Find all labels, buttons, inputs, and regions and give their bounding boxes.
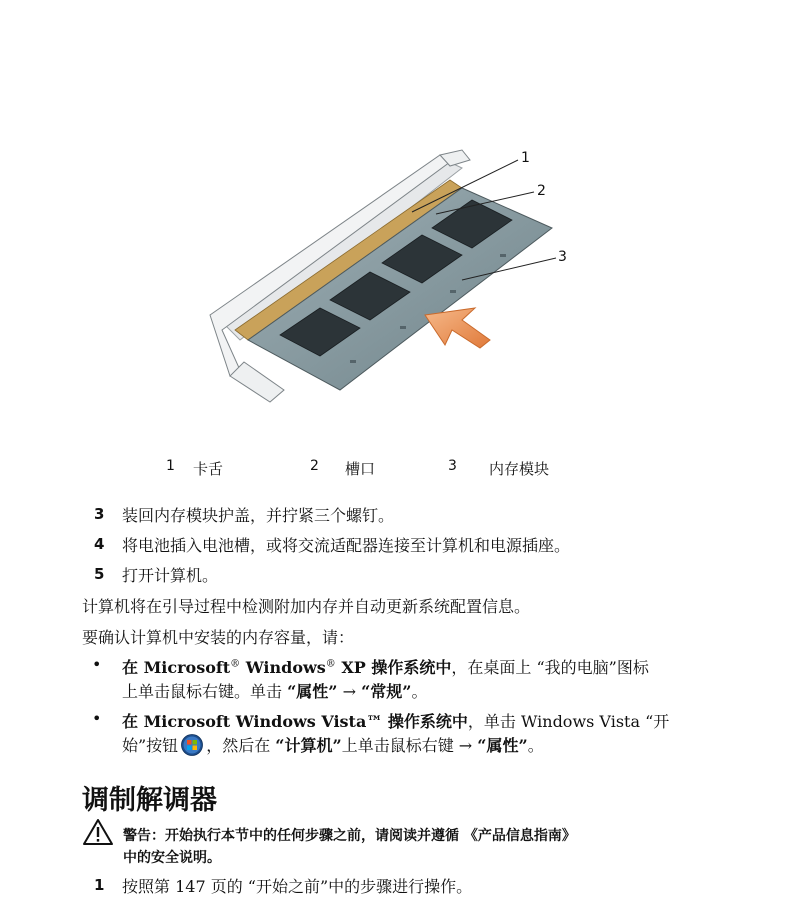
legend-num-1: 1 (166, 458, 175, 474)
bullet-marker: • (92, 655, 102, 674)
step-number: 1 (94, 876, 105, 894)
legend-label-2: 槽口 (345, 460, 376, 478)
bullet-2-text: 始”按钮 (122, 736, 179, 755)
computer-label: “计算机” (275, 736, 342, 755)
period: 。 (411, 682, 428, 701)
memory-module-illustration (200, 140, 580, 440)
step-number: 5 (94, 565, 105, 583)
legend-label-3: 内存模块 (489, 460, 550, 478)
step-text: 按照第 147 页的 “开始之前”中的步骤进行操作。 (122, 877, 473, 896)
legend-num-2: 2 (310, 458, 319, 474)
bullet-1-prefix: 在 Microsoft (122, 658, 231, 677)
section-heading: 调制解调器 (82, 785, 217, 816)
bullet-1-line-1 (122, 655, 649, 678)
bullet-2-line-1 (122, 709, 669, 732)
legend-label-1: 卡舌 (193, 460, 224, 478)
warning-line-2: 中的安全说明。 (123, 850, 221, 866)
bullet-2-text: 上单击鼠标右键 → (341, 736, 478, 755)
windows-start-button-icon (181, 734, 203, 756)
bullet-marker: • (92, 709, 102, 728)
bullet-2-rest: ，单击 Windows Vista “开 (467, 712, 670, 731)
callout-2: 2 (537, 183, 546, 199)
legend-num-3: 3 (448, 458, 457, 474)
step-number: 4 (94, 535, 105, 553)
callout-3: 3 (558, 249, 567, 265)
warning-line-1: 警告：开始执行本节中的任何步骤之前，请阅读并遵循 《产品信息指南》 (123, 828, 576, 844)
bullet-2-line-2 (122, 733, 544, 756)
bullet-1-rest: ，在桌面上 “我的电脑”图标 (451, 658, 649, 677)
properties-label: “属性” (477, 736, 528, 755)
step-text: 将电池插入电池槽，或将交流适配器连接至计算机和电源插座。 (122, 536, 571, 555)
arrow-icon: → (337, 682, 362, 701)
bullet-1-os: XP 操作系统中 (335, 658, 452, 677)
properties-label: “属性” (287, 682, 338, 701)
warning-icon (82, 818, 114, 846)
callout-1: 1 (521, 150, 530, 166)
paragraph: 计算机将在引导过程中检测附加内存并自动更新系统配置信息。 (82, 597, 531, 616)
step-text: 打开计算机。 (122, 566, 219, 585)
registered-mark: ® (230, 658, 241, 670)
paragraph: 要确认计算机中安装的内存容量，请： (82, 628, 355, 647)
period: 。 (527, 736, 544, 755)
step-number: 3 (94, 505, 105, 523)
bullet-1-text: 上单击鼠标右键。单击 (122, 682, 288, 701)
step-text: 装回内存模块护盖，并拧紧三个螺钉。 (122, 506, 395, 525)
general-label: “常规” (361, 682, 412, 701)
bullet-1-line-2 (122, 679, 428, 702)
bullet-2-prefix: 在 Microsoft Windows Vista™ 操作系统中 (122, 712, 468, 731)
bullet-1-windows: Windows (240, 658, 326, 677)
bullet-2-text: ，然后在 (206, 736, 276, 755)
insert-arrow-icon (425, 308, 490, 348)
registered-mark: ® (325, 658, 336, 670)
